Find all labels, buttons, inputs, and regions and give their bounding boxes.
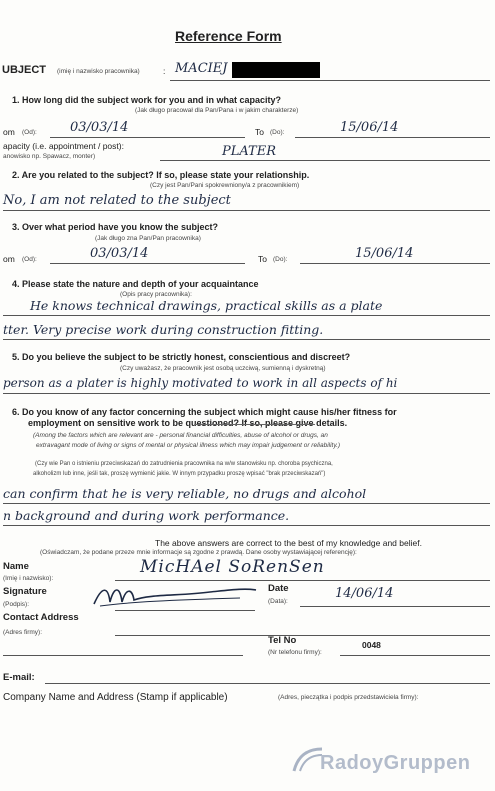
name-sublabel: (Imię i nazwisko): bbox=[3, 575, 54, 582]
tel-sublabel: (Nr telefonu firmy): bbox=[268, 649, 322, 656]
q5-question: 5. Do you believe the subject to be strictly honest, conscientious and discreet? bbox=[12, 352, 351, 362]
q3-to-label: To bbox=[258, 254, 267, 264]
q2-answer: No, I am not related to the subject bbox=[3, 193, 231, 208]
company-label: Company Name and Address (Stamp if applicable) bbox=[3, 692, 228, 703]
q1-capacity-line bbox=[160, 160, 490, 161]
q4-answer-line2: tter. Very precise work during construction fitting. bbox=[3, 322, 324, 337]
signature-label: Signature bbox=[3, 586, 47, 597]
q4-answer-line1: He knows technical drawings, practical skills as a plate bbox=[30, 298, 383, 313]
q3-from-sublabel: (Od): bbox=[22, 256, 37, 263]
redaction-bar bbox=[232, 62, 320, 78]
q4-line2 bbox=[3, 339, 490, 340]
q3-to-sublabel: (Do): bbox=[273, 256, 288, 263]
q2-subtext: (Czy jest Pan/Pani spokrewniony/a z pracownikiem) bbox=[150, 182, 300, 189]
contact-address-label: Contact Address bbox=[3, 612, 79, 623]
q3-question: 3. Over what period have you know the subject? bbox=[12, 222, 219, 232]
subject-name-value: MACIEJ bbox=[175, 61, 228, 76]
subject-label: UBJECT bbox=[2, 64, 47, 76]
date-value: 14/06/14 bbox=[335, 586, 394, 601]
q5-subtext: (Czy uważasz, że pracownik jest osobą uczciwą, sumienną i dyskretną) bbox=[120, 365, 326, 372]
q1-subtext: (Jak długo pracował dla Pan/Pana i w jakim charakterze) bbox=[135, 107, 299, 114]
q1-capacity-sublabel: anowisko np. Spawacz, monter) bbox=[3, 153, 96, 160]
q6-scribble bbox=[195, 424, 315, 425]
form-title: Reference Form bbox=[175, 28, 282, 44]
email-line bbox=[45, 683, 490, 684]
q6-line2 bbox=[3, 525, 490, 526]
q2-question: 2. Are you related to the subject? If so, please state your relationship. bbox=[12, 170, 310, 180]
q6-note-line1: (Among the factors which are relevant are - personal financial difficulties, abuse of alcohol or drugs, an bbox=[33, 432, 328, 439]
email-label: E-mail: bbox=[3, 672, 35, 683]
q6-answer-line2: n background and during work performance. bbox=[3, 508, 290, 523]
q5-answer: person as a plater is highly motivated to work in all aspects of hi bbox=[3, 376, 398, 390]
date-sublabel: (Data): bbox=[268, 598, 288, 605]
q1-to-sublabel: (Do): bbox=[270, 129, 285, 136]
q1-to-label: To bbox=[255, 127, 264, 137]
q6-question-line1: 6. Do you know of any factor concerning the subject which might cause his/her fitness for bbox=[12, 407, 397, 417]
subject-line bbox=[170, 80, 490, 81]
q1-capacity-label: apacity (i.e. appointment / post): bbox=[3, 141, 124, 151]
q1-from-line bbox=[50, 137, 245, 138]
signature-sublabel: (Podpis): bbox=[3, 601, 30, 608]
q6-answer-line1: can confirm that he is very reliable, no drugs and alcohol bbox=[3, 486, 367, 501]
q5-answer-line bbox=[3, 393, 490, 394]
q3-from-label: om bbox=[3, 254, 15, 264]
declaration-text: The above answers are correct to the best of my knowledge and belief. bbox=[155, 538, 422, 548]
q1-to-value: 15/06/14 bbox=[340, 120, 399, 135]
tel-value: 0048 bbox=[362, 640, 381, 650]
q4-subtext: (Opis pracy pracownika): bbox=[120, 291, 192, 298]
date-line bbox=[300, 606, 490, 607]
name-value: MicHAel SoRenSen bbox=[140, 557, 325, 577]
q6-question-line2: employment on sensitive work to be questioned? If so, please give details. bbox=[28, 418, 348, 428]
q1-question: 1. How long did the subject work for you and in what capacity? bbox=[12, 95, 282, 105]
q4-line1 bbox=[3, 315, 490, 316]
q3-to-value: 15/06/14 bbox=[355, 246, 414, 261]
contact-address-line1 bbox=[115, 635, 490, 636]
date-label: Date bbox=[268, 583, 289, 594]
q1-from-label: om bbox=[3, 127, 15, 137]
signature-line bbox=[115, 610, 255, 611]
q1-from-value: 03/03/14 bbox=[70, 120, 129, 135]
q6-line1 bbox=[3, 503, 490, 504]
stamp-company-name: RadoyGruppen bbox=[320, 752, 471, 774]
q3-from-line bbox=[50, 263, 245, 264]
q4-question: 4. Please state the nature and depth of your acquaintance bbox=[12, 279, 259, 289]
q1-to-line bbox=[295, 137, 490, 138]
signature-scribble bbox=[90, 580, 260, 612]
signature-value bbox=[200, 590, 204, 591]
q3-from-value: 03/03/14 bbox=[90, 246, 149, 261]
q6-polish-line1: (Czy wie Pan o istnieniu przeciwskazań do zatrudnienia pracownika na w/w stanowisku np. choroba psychiczna, bbox=[35, 461, 333, 467]
tel-line bbox=[340, 655, 490, 656]
q6-polish-line2: alkoholizm lub inne, jeśli tak, proszę wymienić jakie. W innym przypadku proszę wpisać "brak przeciwskazań") bbox=[33, 471, 326, 477]
contact-address-line2 bbox=[3, 655, 243, 656]
q3-subtext: (Jak długo zna Pan/Pan pracownika) bbox=[95, 235, 201, 242]
tel-label: Tel No bbox=[268, 635, 297, 646]
contact-address-sublabel: (Adres firmy): bbox=[3, 629, 42, 636]
name-label: Name bbox=[3, 561, 29, 572]
q3-to-line bbox=[300, 263, 490, 264]
subject-sublabel: (imię i nazwisko pracownika) bbox=[57, 68, 140, 75]
subject-colon: : bbox=[163, 66, 166, 76]
declaration-subtext: (Oświadczam, że podane przeze mnie informacje są zgodne z prawdą. Dane osoby wystawiającej referencję): bbox=[40, 549, 357, 556]
q1-capacity-value: PLATER bbox=[222, 144, 277, 159]
q1-from-sublabel: (Od): bbox=[22, 129, 37, 136]
q2-answer-line bbox=[3, 210, 490, 211]
company-sublabel: (Adres, pieczątka i podpis przedstawiciela firmy): bbox=[278, 694, 419, 701]
q6-note-line2: extravagant mode of living or signs of mental or physical illness which may impair judgement or reliability.) bbox=[36, 442, 341, 449]
